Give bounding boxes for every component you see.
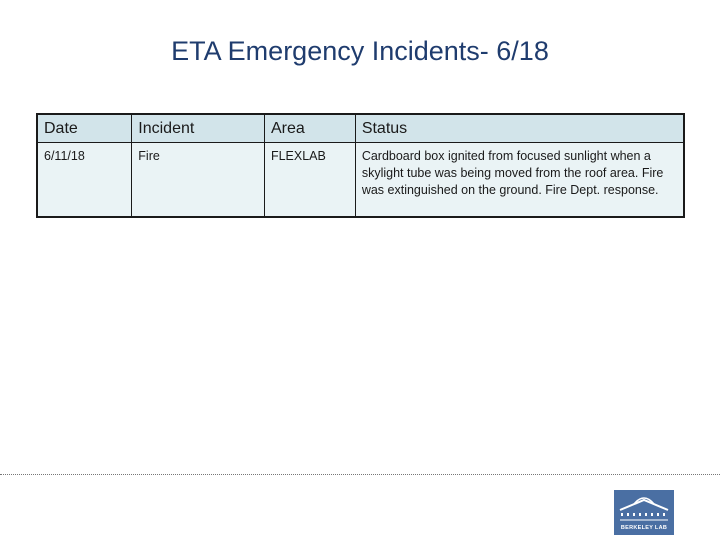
logo-text: BERKELEY LAB	[620, 525, 668, 531]
header-area: Area	[264, 114, 355, 143]
footer-divider	[0, 474, 720, 475]
header-date: Date	[37, 114, 132, 143]
berkeley-lab-logo	[614, 490, 674, 535]
cell-area: FLEXLAB	[264, 143, 355, 218]
header-status: Status	[355, 114, 684, 143]
incidents-table	[36, 113, 685, 218]
table-header-row	[37, 114, 684, 143]
header-incident: Incident	[132, 114, 265, 143]
berkeley-lab-logo-icon	[614, 490, 674, 526]
cell-incident: Fire	[132, 143, 265, 218]
cell-date: 6/11/18	[37, 143, 132, 218]
table-row	[37, 143, 684, 218]
cell-status: Cardboard box ignited from focused sunlight when a skylight tube was being moved from the roof area. Fire was extinguished on the ground. Fire Dept. response.	[355, 143, 684, 218]
page-title: ETA Emergency Incidents- 6/18	[171, 36, 549, 66]
